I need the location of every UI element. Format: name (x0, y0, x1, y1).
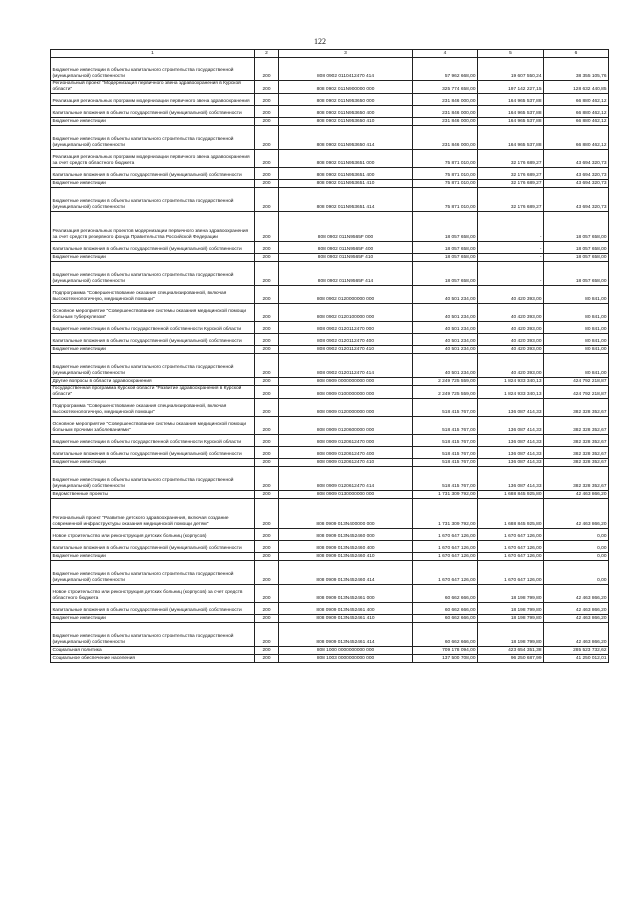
row-approved-cell: 2 249 725 559,00 (413, 377, 478, 385)
row-name-cell: Подпрограмма "Совершенствование оказания специализированной, включая высокотехнологичную, медицинской помощи" (51, 285, 255, 303)
row-approved-cell: 40 501 234,00 (413, 345, 478, 353)
row-approved-cell: 231 846 000,00 (413, 125, 478, 149)
table-row (51, 321, 609, 333)
row-executed-cell: 1 670 647 126,00 (478, 528, 544, 540)
row-executed-cell: 32 176 689,27 (478, 149, 544, 167)
row-line-code-cell: 200 (255, 458, 279, 466)
row-unexecuted-cell: 382 328 352,67 (544, 416, 609, 434)
row-name-cell: Капитальные вложения в объекты государственной (муниципальной) собственности (51, 540, 255, 552)
row-name-cell: Бюджетные инвестиции (51, 552, 255, 560)
row-approved-cell: 18 057 658,00 (413, 241, 478, 253)
row-line-code-cell: 200 (255, 179, 279, 187)
row-approved-cell: 1 670 647 126,00 (413, 540, 478, 552)
table-row (51, 466, 609, 490)
row-approved-cell: 518 415 767,00 (413, 434, 478, 446)
row-approved-cell: 40 501 234,00 (413, 321, 478, 333)
row-name-cell: Социальное обеспечение населения (51, 654, 255, 662)
row-unexecuted-cell: 66 880 462,12 (544, 117, 609, 125)
row-executed-cell: - (478, 211, 544, 241)
table-row (51, 490, 609, 498)
row-budget-code-cell: 808 0909 013N452461 000 (279, 584, 413, 602)
row-unexecuted-cell: 382 328 352,67 (544, 466, 609, 490)
row-executed-cell: 136 087 414,33 (478, 466, 544, 490)
row-unexecuted-cell: 18 057 658,00 (544, 211, 609, 241)
row-unexecuted-cell: 66 880 462,12 (544, 105, 609, 117)
row-line-code-cell: 200 (255, 540, 279, 552)
row-approved-cell: 709 178 094,00 (413, 646, 478, 654)
row-executed-cell: 18 198 799,80 (478, 622, 544, 646)
row-budget-code-cell: 808 0902 011N953650 410 (279, 117, 413, 125)
table-row (51, 498, 609, 528)
row-approved-cell: 231 846 000,00 (413, 105, 478, 117)
row-executed-cell: 164 965 537,88 (478, 93, 544, 105)
row-line-code-cell: 200 (255, 58, 279, 81)
row-unexecuted-cell: 66 880 462,12 (544, 125, 609, 149)
row-executed-cell: 40 420 393,00 (478, 285, 544, 303)
row-line-code-cell: 200 (255, 416, 279, 434)
row-line-code-cell: 200 (255, 602, 279, 614)
row-unexecuted-cell: 18 057 658,00 (544, 261, 609, 285)
table-row (51, 125, 609, 149)
row-unexecuted-cell: 43 694 320,73 (544, 149, 609, 167)
row-unexecuted-cell: 382 328 352,67 (544, 446, 609, 458)
row-approved-cell: 75 871 010,00 (413, 149, 478, 167)
row-budget-code-cell: 808 0902 0120112470 414 (279, 353, 413, 377)
table-row (51, 385, 609, 398)
row-executed-cell: - (478, 241, 544, 253)
table-row (51, 187, 609, 211)
table-row (51, 416, 609, 434)
row-approved-cell: 231 846 000,00 (413, 93, 478, 105)
row-unexecuted-cell: 42 463 866,20 (544, 622, 609, 646)
row-unexecuted-cell: 43 694 320,73 (544, 167, 609, 179)
table-row (51, 646, 609, 654)
column-header: 6 (544, 50, 609, 58)
column-header: 2 (255, 50, 279, 58)
row-line-code-cell: 200 (255, 622, 279, 646)
row-line-code-cell: 200 (255, 528, 279, 540)
row-budget-code-cell: 808 0909 013N400000 000 (279, 498, 413, 528)
table-row (51, 622, 609, 646)
row-line-code-cell: 200 (255, 303, 279, 321)
row-unexecuted-cell: 80 841,00 (544, 353, 609, 377)
table-row (51, 81, 609, 94)
table-row (51, 528, 609, 540)
row-name-cell: Капитальные вложения в объекты государственной (муниципальной) собственности (51, 241, 255, 253)
column-header: 3 (279, 50, 413, 58)
row-approved-cell: 137 500 708,00 (413, 654, 478, 662)
row-budget-code-cell: 808 0909 0120612470 410 (279, 458, 413, 466)
row-approved-cell: 75 871 010,00 (413, 179, 478, 187)
row-budget-code-cell: 808 1000 0000000000 000 (279, 646, 413, 654)
row-budget-code-cell: 808 0909 0120000000 000 (279, 398, 413, 416)
table-row (51, 345, 609, 353)
row-unexecuted-cell: 43 694 320,73 (544, 179, 609, 187)
table-row (51, 434, 609, 446)
row-line-code-cell: 200 (255, 560, 279, 584)
row-line-code-cell: 200 (255, 385, 279, 398)
table-row (51, 261, 609, 285)
row-name-cell: Ведомственные проекты (51, 490, 255, 498)
row-executed-cell: 1 824 933 340,13 (478, 385, 544, 398)
row-executed-cell: 1 670 647 126,00 (478, 552, 544, 560)
row-executed-cell: 40 420 393,00 (478, 333, 544, 345)
row-name-cell: Основное мероприятие "Совершенствование системы оказания медицинской помощи больным прочими заболеваниями" (51, 416, 255, 434)
row-line-code-cell: 200 (255, 345, 279, 353)
table-row (51, 560, 609, 584)
table-row (51, 241, 609, 253)
row-budget-code-cell: 808 0902 011N9565F 410 (279, 253, 413, 261)
row-executed-cell: - (478, 253, 544, 261)
row-executed-cell: 40 420 393,00 (478, 353, 544, 377)
row-budget-code-cell: 808 0909 013N452460 000 (279, 528, 413, 540)
row-line-code-cell: 200 (255, 187, 279, 211)
row-line-code-cell: 200 (255, 333, 279, 345)
row-approved-cell: 518 415 767,00 (413, 458, 478, 466)
row-unexecuted-cell: 0,00 (544, 540, 609, 552)
row-budget-code-cell: 808 0902 011N9565F 414 (279, 261, 413, 285)
row-unexecuted-cell: 382 328 352,67 (544, 398, 609, 416)
row-line-code-cell: 200 (255, 105, 279, 117)
row-executed-cell: 1 670 647 126,00 (478, 540, 544, 552)
row-budget-code-cell: 808 0909 0000000000 000 (279, 377, 413, 385)
table-row (51, 105, 609, 117)
row-name-cell: Капитальные вложения в объекты государственной (муниципальной) собственности (51, 602, 255, 614)
row-line-code-cell: 200 (255, 646, 279, 654)
row-line-code-cell: 200 (255, 321, 279, 333)
table-header-row (51, 50, 609, 58)
row-unexecuted-cell: 42 463 866,20 (544, 602, 609, 614)
row-executed-cell: 40 420 393,00 (478, 321, 544, 333)
row-unexecuted-cell: 41 250 012,01 (544, 654, 609, 662)
row-unexecuted-cell: 424 792 218,87 (544, 385, 609, 398)
row-line-code-cell: 200 (255, 434, 279, 446)
row-name-cell: Капитальные вложения в объекты государственной (муниципальной) собственности (51, 333, 255, 345)
row-approved-cell: 40 501 234,00 (413, 353, 478, 377)
row-name-cell: Бюджетные инвестиции (51, 345, 255, 353)
row-unexecuted-cell: 424 792 218,87 (544, 377, 609, 385)
row-budget-code-cell: 808 0909 0130000000 000 (279, 490, 413, 498)
row-executed-cell: 197 142 227,15 (478, 81, 544, 94)
table-row (51, 602, 609, 614)
row-budget-code-cell: 808 0902 011N953650 400 (279, 105, 413, 117)
row-unexecuted-cell: 43 694 320,73 (544, 187, 609, 211)
row-approved-cell: 75 871 010,00 (413, 187, 478, 211)
row-name-cell: Капитальные вложения в объекты государственной (муниципальной) собственности (51, 446, 255, 458)
row-name-cell: Бюджетные инвестиции (51, 253, 255, 261)
row-executed-cell: 32 176 689,27 (478, 187, 544, 211)
row-approved-cell: 231 846 000,00 (413, 117, 478, 125)
row-budget-code-cell: 808 0902 0120000000 000 (279, 285, 413, 303)
row-budget-code-cell: 808 0902 011N953651 000 (279, 149, 413, 167)
row-name-cell: Бюджетные инвестиции (51, 179, 255, 187)
row-unexecuted-cell: 80 841,00 (544, 321, 609, 333)
row-executed-cell: 18 198 799,80 (478, 602, 544, 614)
row-approved-cell: 1 670 647 126,00 (413, 560, 478, 584)
row-executed-cell: 32 176 689,27 (478, 179, 544, 187)
row-approved-cell: 1 670 647 126,00 (413, 552, 478, 560)
row-approved-cell: 325 774 658,00 (413, 81, 478, 94)
table-row (51, 584, 609, 602)
row-approved-cell: 18 057 658,00 (413, 211, 478, 241)
table-row (51, 211, 609, 241)
table-body (51, 58, 609, 663)
row-unexecuted-cell: 382 328 352,67 (544, 458, 609, 466)
row-budget-code-cell: 808 0909 013N452460 410 (279, 552, 413, 560)
row-line-code-cell: 200 (255, 117, 279, 125)
column-header: 1 (51, 50, 255, 58)
row-unexecuted-cell: 285 523 732,62 (544, 646, 609, 654)
row-name-cell: Региональный проект "Развитие детского здравоохранения, включая создание современной инфраструктуры оказания медицинской помощи детям" (51, 498, 255, 528)
table-row (51, 654, 609, 662)
row-name-cell: Реализация региональных проектов модернизации первичного звена здравоохранения за счет средств резервного фонда Правительства Российской Федерации (51, 211, 255, 241)
row-budget-code-cell: 808 0902 011N900000 000 (279, 81, 413, 94)
row-executed-cell: 40 420 393,00 (478, 345, 544, 353)
column-header: 4 (413, 50, 478, 58)
row-name-cell: Реализация региональных программ модернизации первичного звена здравоохранения (51, 93, 255, 105)
row-approved-cell: 1 670 647 126,00 (413, 528, 478, 540)
row-name-cell: Реализация региональных программ модернизации первичного звена здравоохранения за счет средств областного бюджета (51, 149, 255, 167)
row-approved-cell: 40 501 234,00 (413, 285, 478, 303)
table-row (51, 253, 609, 261)
row-name-cell: Капитальные вложения в объекты государственной (муниципальной) собственности (51, 167, 255, 179)
row-unexecuted-cell: 38 355 105,76 (544, 58, 609, 81)
row-line-code-cell: 200 (255, 93, 279, 105)
row-approved-cell: 60 662 666,00 (413, 622, 478, 646)
row-executed-cell: 423 654 351,38 (478, 646, 544, 654)
row-unexecuted-cell: 42 463 866,20 (544, 584, 609, 602)
row-name-cell: Бюджетные инвестиции в объекты капитального строительства государственной (муниципальной) собственности (51, 125, 255, 149)
row-executed-cell: 18 198 799,80 (478, 614, 544, 622)
row-name-cell: Бюджетные инвестиции в объекты государственной собственности Курской области (51, 321, 255, 333)
row-budget-code-cell: 808 0902 0120100000 000 (279, 303, 413, 321)
row-line-code-cell: 200 (255, 125, 279, 149)
table-row (51, 303, 609, 321)
row-line-code-cell: 200 (255, 614, 279, 622)
row-executed-cell: 1 688 845 925,80 (478, 490, 544, 498)
table-row (51, 167, 609, 179)
row-budget-code-cell: 808 0909 0120612470 000 (279, 434, 413, 446)
row-line-code-cell: 200 (255, 285, 279, 303)
row-budget-code-cell: 808 0909 013N452461 414 (279, 622, 413, 646)
budget-execution-table (50, 49, 609, 663)
table-row (51, 540, 609, 552)
row-name-cell: Бюджетные инвестиции в объекты капитального строительства государственной (муниципальной) собственности (51, 466, 255, 490)
row-name-cell: Социальная политика (51, 646, 255, 654)
row-name-cell: Новое строительство или реконструкция детских больниц (корпусов) за счет средств областного бюджета (51, 584, 255, 602)
row-unexecuted-cell: 80 841,00 (544, 285, 609, 303)
row-line-code-cell: 200 (255, 377, 279, 385)
row-line-code-cell: 200 (255, 241, 279, 253)
row-budget-code-cell: 808 0909 0120612470 414 (279, 466, 413, 490)
row-line-code-cell: 200 (255, 398, 279, 416)
row-approved-cell: 518 415 767,00 (413, 466, 478, 490)
row-unexecuted-cell: 0,00 (544, 560, 609, 584)
row-executed-cell: 136 087 414,33 (478, 398, 544, 416)
row-line-code-cell: 200 (255, 584, 279, 602)
row-budget-code-cell: 808 0902 0120112470 000 (279, 321, 413, 333)
row-budget-code-cell: 808 0902 011N953650 000 (279, 93, 413, 105)
table-row (51, 149, 609, 167)
budget-table-container (50, 49, 608, 663)
row-budget-code-cell: 808 0909 013N452460 414 (279, 560, 413, 584)
table-row (51, 117, 609, 125)
row-line-code-cell: 200 (255, 490, 279, 498)
row-unexecuted-cell: 66 880 462,12 (544, 93, 609, 105)
row-line-code-cell: 200 (255, 167, 279, 179)
row-line-code-cell: 200 (255, 654, 279, 662)
page-number: 122 (314, 37, 326, 46)
row-line-code-cell: 200 (255, 261, 279, 285)
row-budget-code-cell: 808 0902 011N953650 414 (279, 125, 413, 149)
row-name-cell: Бюджетные инвестиции (51, 614, 255, 622)
row-budget-code-cell: 808 0909 0120612470 400 (279, 446, 413, 458)
row-approved-cell: 60 662 666,00 (413, 584, 478, 602)
row-executed-cell: 32 176 689,27 (478, 167, 544, 179)
row-budget-code-cell: 808 0902 0120112470 400 (279, 333, 413, 345)
row-line-code-cell: 200 (255, 211, 279, 241)
row-approved-cell: 18 057 658,00 (413, 261, 478, 285)
row-approved-cell: 518 415 767,00 (413, 446, 478, 458)
row-approved-cell: 60 662 666,00 (413, 614, 478, 622)
table-row (51, 614, 609, 622)
row-name-cell: Бюджетные инвестиции в объекты капитального строительства государственной (муниципальной) собственности (51, 261, 255, 285)
row-budget-code-cell: 808 0902 011N9565F 000 (279, 211, 413, 241)
table-row (51, 398, 609, 416)
row-line-code-cell: 200 (255, 353, 279, 377)
row-line-code-cell: 200 (255, 253, 279, 261)
row-budget-code-cell: 808 0902 0120112470 410 (279, 345, 413, 353)
row-budget-code-cell: 808 0902 011N953651 414 (279, 187, 413, 211)
column-header: 5 (478, 50, 544, 58)
row-name-cell: Капитальные вложения в объекты государственной (муниципальной) собственности (51, 105, 255, 117)
row-budget-code-cell: 808 0909 013N452460 400 (279, 540, 413, 552)
row-budget-code-cell: 808 0909 013N452461 400 (279, 602, 413, 614)
table-row (51, 377, 609, 385)
row-name-cell: Новое строительство или реконструкция детских больниц (корпусов) (51, 528, 255, 540)
row-name-cell: Подпрограмма "Совершенствование оказания специализированной, включая высокотехнологичную, медицинской помощи" (51, 398, 255, 416)
row-approved-cell: 518 415 767,00 (413, 398, 478, 416)
row-executed-cell: 40 420 393,00 (478, 303, 544, 321)
row-name-cell: Другие вопросы в области здравоохранения (51, 377, 255, 385)
row-executed-cell: 96 250 687,99 (478, 654, 544, 662)
table-row (51, 58, 609, 81)
row-name-cell: Основное мероприятие "Совершенствование системы оказания медицинской помощи больным туберкулезом" (51, 303, 255, 321)
row-unexecuted-cell: 80 841,00 (544, 303, 609, 321)
row-approved-cell: 57 962 668,00 (413, 58, 478, 81)
table-row (51, 285, 609, 303)
row-unexecuted-cell: 0,00 (544, 528, 609, 540)
row-approved-cell: 2 249 725 559,00 (413, 385, 478, 398)
row-unexecuted-cell: 80 841,00 (544, 345, 609, 353)
row-name-cell: Бюджетные инвестиции в объекты государственной собственности Курской области (51, 434, 255, 446)
row-line-code-cell: 200 (255, 149, 279, 167)
row-name-cell: Бюджетные инвестиции в объекты капитального строительства государственной (муниципальной) собственности (51, 187, 255, 211)
row-executed-cell: 136 087 414,33 (478, 416, 544, 434)
row-executed-cell: 18 198 799,80 (478, 584, 544, 602)
row-name-cell: Региональный проект "Модернизация первичного звена здравоохранения в Курской области" (51, 81, 255, 94)
row-budget-code-cell: 808 0902 0110412470 414 (279, 58, 413, 81)
row-budget-code-cell: 808 0902 011N953651 410 (279, 179, 413, 187)
row-unexecuted-cell: 80 841,00 (544, 333, 609, 345)
row-executed-cell: 1 670 647 126,00 (478, 560, 544, 584)
row-name-cell: Бюджетные инвестиции в объекты капитального строительства государственной (муниципальной) собственности (51, 560, 255, 584)
row-unexecuted-cell: 18 057 658,00 (544, 241, 609, 253)
row-unexecuted-cell: 42 463 866,20 (544, 498, 609, 528)
row-name-cell: Бюджетные инвестиции в объекты капитального строительства государственной (муниципальной) собственности (51, 58, 255, 81)
row-budget-code-cell: 808 0909 013N452461 410 (279, 614, 413, 622)
row-line-code-cell: 200 (255, 81, 279, 94)
row-executed-cell: 1 688 845 925,80 (478, 498, 544, 528)
row-name-cell: Бюджетные инвестиции (51, 117, 255, 125)
row-budget-code-cell: 808 0909 0100000000 000 (279, 385, 413, 398)
table-row (51, 353, 609, 377)
table-row (51, 552, 609, 560)
row-approved-cell: 60 662 666,00 (413, 602, 478, 614)
row-unexecuted-cell: 42 463 866,20 (544, 490, 609, 498)
row-line-code-cell: 200 (255, 466, 279, 490)
row-name-cell: Бюджетные инвестиции (51, 458, 255, 466)
row-budget-code-cell: 808 0909 0120600000 000 (279, 416, 413, 434)
row-approved-cell: 40 501 234,00 (413, 333, 478, 345)
row-name-cell: Бюджетные инвестиции в объекты капитального строительства государственной (муниципальной) собственности (51, 622, 255, 646)
row-approved-cell: 18 057 658,00 (413, 253, 478, 261)
row-executed-cell: 136 087 414,33 (478, 434, 544, 446)
row-name-cell: Государственная программа Курской области "Развитие здравоохранения в Курской области" (51, 385, 255, 398)
row-unexecuted-cell: 128 632 440,85 (544, 81, 609, 94)
row-budget-code-cell: 808 0902 011N9565F 400 (279, 241, 413, 253)
table-row (51, 93, 609, 105)
row-approved-cell: 1 731 309 792,00 (413, 498, 478, 528)
row-executed-cell: 19 607 550,24 (478, 58, 544, 81)
row-executed-cell: 164 965 537,88 (478, 117, 544, 125)
row-line-code-cell: 200 (255, 446, 279, 458)
row-budget-code-cell: 808 0902 011N953651 400 (279, 167, 413, 179)
row-unexecuted-cell: 42 463 866,20 (544, 614, 609, 622)
table-row (51, 179, 609, 187)
row-unexecuted-cell: 0,00 (544, 552, 609, 560)
row-executed-cell: 164 965 537,88 (478, 105, 544, 117)
row-executed-cell: 136 087 414,33 (478, 458, 544, 466)
row-executed-cell: 136 087 414,33 (478, 446, 544, 458)
row-unexecuted-cell: 18 057 658,00 (544, 253, 609, 261)
row-approved-cell: 1 731 309 792,00 (413, 490, 478, 498)
table-row (51, 333, 609, 345)
table-row (51, 446, 609, 458)
row-approved-cell: 75 871 010,00 (413, 167, 478, 179)
row-name-cell: Бюджетные инвестиции в объекты капитального строительства государственной (муниципальной) собственности (51, 353, 255, 377)
row-line-code-cell: 200 (255, 498, 279, 528)
row-budget-code-cell: 808 1003 0000000000 000 (279, 654, 413, 662)
table-row (51, 458, 609, 466)
row-unexecuted-cell: 382 328 352,67 (544, 434, 609, 446)
row-approved-cell: 518 415 767,00 (413, 416, 478, 434)
row-line-code-cell: 200 (255, 552, 279, 560)
row-executed-cell: 1 824 933 340,13 (478, 377, 544, 385)
row-executed-cell: - (478, 261, 544, 285)
row-executed-cell: 164 965 537,88 (478, 125, 544, 149)
row-approved-cell: 40 501 234,00 (413, 303, 478, 321)
